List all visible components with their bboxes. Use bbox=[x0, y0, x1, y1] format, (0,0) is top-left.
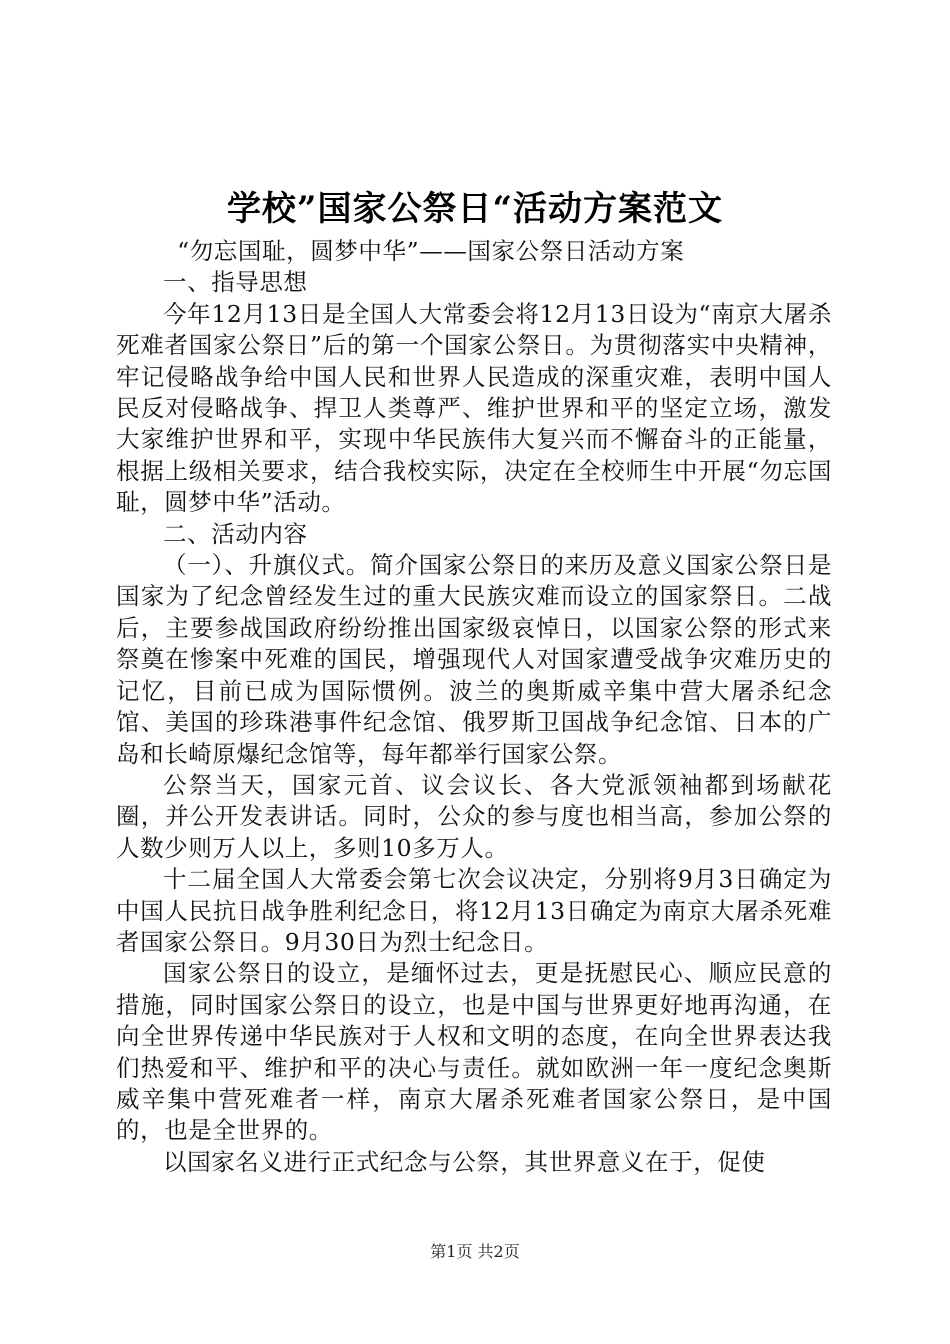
page-number-footer: 第1页 共2页 bbox=[430, 1242, 520, 1261]
paragraph-significance: 国家公祭日的设立，是缅怀过去，更是抚慰民心、顺应民意的措施，同时国家公祭日的设立，也是中国与世界更好地再沟通，在向全世界传递中华民族对于人权和文明的态度，在向全世界表达我们热爱和平、维护和平的决心与责任。就如欧洲一年一度纪念奥斯威辛集中营死难者一样，南京大屠杀死难者国家公祭日，是中国的，也是全世界的。 bbox=[116, 959, 832, 1145]
paragraph-memorial-day: 公祭当天，国家元首、议会议长、各大党派领袖都到场献花圈，并公开发表讲话。同时，公众的参与度也相当高，参加公祭的人数少则万人以上，多则10多万人。 bbox=[116, 770, 832, 862]
document-title: 学校”国家公祭日“活动方案范文 bbox=[226, 189, 724, 229]
section-heading-guiding-ideology: 一、指导思想 bbox=[163, 268, 308, 297]
document-subtitle: “勿忘国耻，圆梦中华”——国家公祭日活动方案 bbox=[177, 237, 685, 265]
paragraph-flag-ceremony: （一）、升旗仪式。简介国家公祭日的来历及意义国家公祭日是国家为了纪念曾经发生过的重大民族灾难而设立的国家祭日。二战后，主要参战国政府纷纷推出国家级哀悼日，以国家公祭的形式来祭奠在惨案中死难的国民，增强现代人对国家遭受战争灾难历史的记忆，目前已成为国际惯例。波兰的奥斯威辛集中营大屠杀纪念馆、美国的珍珠港事件纪念馆、俄罗斯卫国战争纪念馆、日本的广岛和长崎原爆纪念馆等，每年都举行国家公祭。 bbox=[116, 551, 832, 768]
paragraph-world-significance: 以国家名义进行正式纪念与公祭，其世界意义在于，促使 bbox=[163, 1147, 766, 1176]
section-heading-activity-content: 二、活动内容 bbox=[163, 519, 308, 548]
document-body bbox=[116, 236, 832, 1178]
paragraph-guiding-ideology: 今年12月13日是全国人大常委会将12月13日设为“南京大屠杀死难者国家公祭日”后的第一个国家公祭日。为贯彻落实中央精神，牢记侵略战争给中国人民和世界人民造成的深重灾难，表明中国人民反对侵略战争、捍卫人类尊严、维护世界和平的坚定立场，激发大家维护世界和平，实现中华民族伟大复兴而不懈奋斗的正能量，根据上级相关要求，结合我校实际，决定在全校师生中开展“勿忘国耻，圆梦中华”活动。 bbox=[116, 299, 832, 517]
paragraph-npc-decision: 十二届全国人大常委会第七次会议决定，分别将9月3日确定为中国人民抗日战争胜利纪念日，将12月13日确定为南京大屠杀死难者国家公祭日。9月30日为烈士纪念日。 bbox=[116, 865, 832, 956]
